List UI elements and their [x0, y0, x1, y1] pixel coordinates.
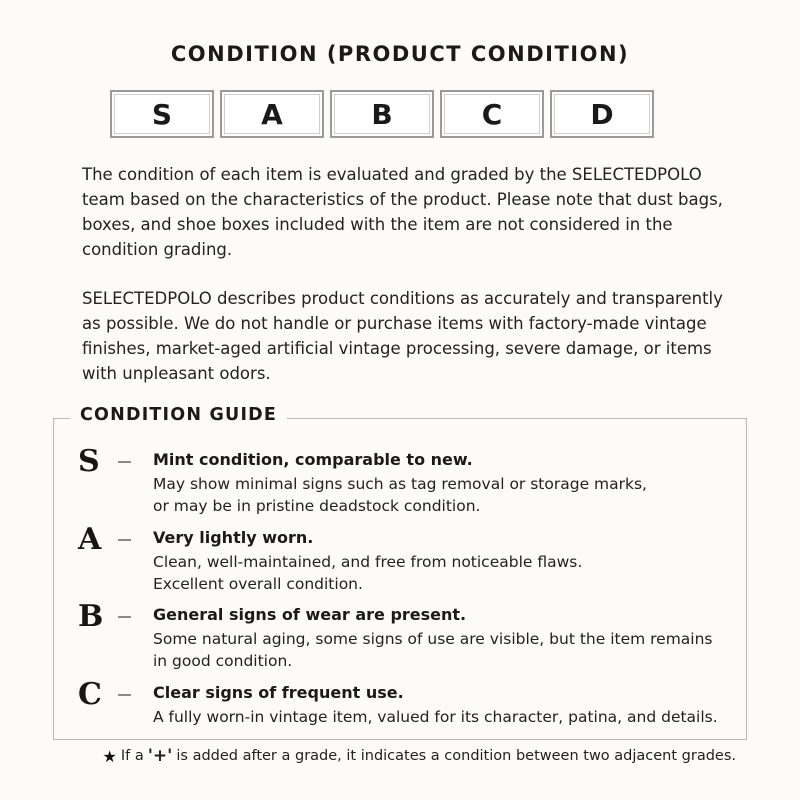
footnote-prefix: If a — [120, 748, 144, 764]
guide-headline: Mint condition, comparable to new. — [153, 450, 473, 469]
grade-box-s: S — [110, 90, 214, 138]
grade-scale — [110, 90, 654, 138]
grade-box-b: B — [330, 90, 434, 138]
guide-desc-line: Clean, well-maintained, and free from noticeable flaws. — [153, 553, 583, 571]
grade-box-d: D — [550, 90, 654, 138]
star-icon: ★ — [102, 746, 117, 766]
footnote — [102, 746, 736, 766]
guide-title: CONDITION GUIDE — [70, 405, 287, 425]
footnote-suffix: is added after a grade, it indicates a condition between two adjacent grades. — [176, 748, 736, 764]
condition-guide — [53, 405, 747, 740]
guide-headline: General signs of wear are present. — [153, 605, 467, 624]
guide-desc — [153, 551, 733, 595]
guide-desc-line: or may be in pristine deadstock condition. — [153, 497, 481, 515]
guide-letter: C — [78, 677, 102, 712]
plus-symbol: '+' — [147, 746, 173, 766]
page-title: CONDITION (PRODUCT CONDITION) — [170, 42, 630, 66]
guide-letter: B — [78, 599, 104, 634]
guide-headline: Very lightly worn. — [153, 528, 314, 547]
guide-desc-line: May show minimal signs such as tag removal or storage marks, — [153, 475, 647, 493]
guide-desc — [153, 628, 733, 672]
intro-paragraph: The condition of each item is evaluated and graded by the SELECTEDPOLO team based on the characteristics of the product. Please note that dust bags, boxes, and shoe boxes included with the item are not considered in the condition grading. — [82, 165, 723, 259]
guide-desc — [153, 473, 733, 517]
guide-letter: A — [78, 522, 102, 557]
guide-desc-line: Excellent overall condition. — [153, 575, 363, 593]
dash-divider — [118, 461, 131, 463]
guide-desc-line: A fully worn-in vintage item, valued for its character, patina, and details. — [153, 708, 718, 726]
grade-box-a: A — [220, 90, 324, 138]
dash-divider — [118, 539, 131, 541]
guide-headline: Clear signs of frequent use. — [153, 683, 404, 702]
grade-box-c: C — [440, 90, 544, 138]
policy-paragraph: SELECTEDPOLO describes product conditions as accurately and transparently as possible. We do not handle or purchase items with factory-made vintage finishes, market-aged artificial vintage processing, severe damage, or items with unpleasant odors. — [82, 289, 723, 383]
guide-desc-line: Some natural aging, some signs of use are visible, but the item remains — [153, 630, 713, 648]
dash-divider — [118, 694, 131, 696]
guide-desc-line: in good condition. — [153, 652, 293, 670]
dash-divider — [118, 616, 131, 618]
guide-desc — [153, 706, 733, 728]
guide-letter: S — [78, 444, 100, 479]
